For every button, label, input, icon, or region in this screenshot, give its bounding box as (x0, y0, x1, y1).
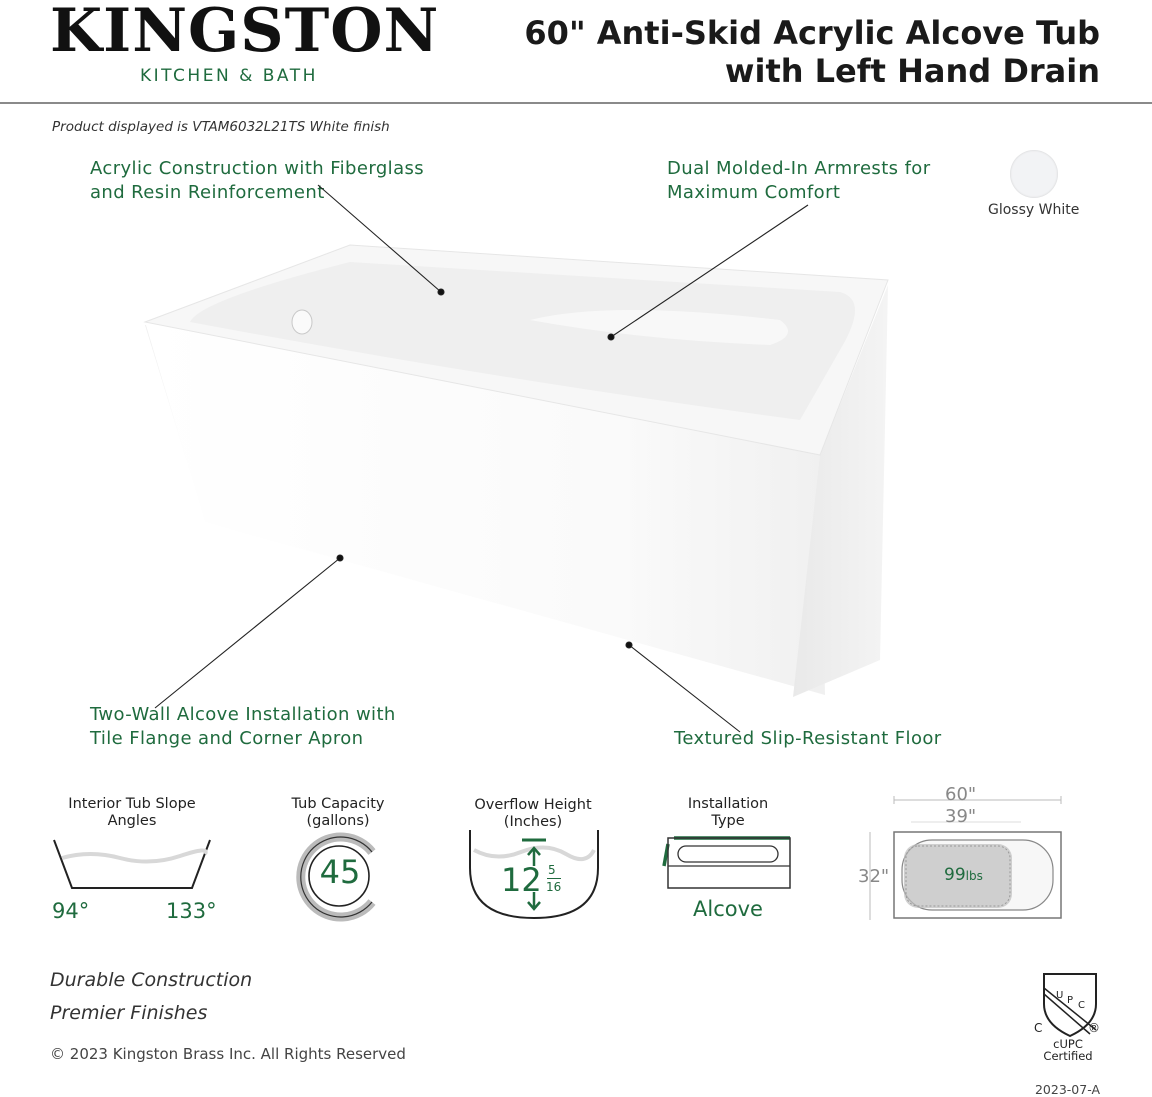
cupc-line-2: Certified (1043, 1049, 1093, 1063)
slope-angle-right: 133° (166, 899, 217, 923)
capacity-label-line-2: (gallons) (306, 813, 370, 829)
cupc-left-c: C (1034, 1021, 1043, 1035)
callout-acrylic-line-1: Acrylic Construction with Fiberglass (90, 158, 425, 179)
capacity-label-line-1: Tub Capacity (291, 796, 385, 812)
callout-armrests-line-2: Maximum Comfort (667, 182, 841, 203)
overflow-value-numerator: 5 (548, 863, 556, 877)
copyright-text: 2023 Kingston Brass Inc. All Rights Reserved (69, 1045, 406, 1063)
cupc-text (1036, 1038, 1100, 1062)
install-label (664, 796, 792, 830)
slope-label-line-2: Angles (107, 813, 157, 829)
overflow-drain (292, 310, 312, 334)
cupc-letter-u: U (1056, 990, 1064, 1001)
overflow-label (458, 797, 608, 831)
finish-label: Glossy White (988, 202, 1080, 218)
overflow-label-line-1: Overflow Height (474, 797, 592, 813)
install-label-line-1: Installation (687, 796, 769, 812)
feature-finishes: Premier Finishes (50, 1002, 208, 1024)
cupc-letter-p: P (1067, 995, 1074, 1006)
dim-interior-length: 39" (945, 806, 977, 827)
dim-weight-value: 99 (944, 865, 966, 885)
overflow-value-denominator: 16 (546, 880, 562, 894)
title-line-1: 60" Anti-Skid Acrylic Alcove Tub (524, 14, 1100, 52)
callout-alcove-line-2: Tile Flange and Corner Apron (90, 728, 364, 749)
dim-weight-unit: lbs (965, 869, 983, 883)
dim-width: 32" (858, 866, 890, 887)
callout-floor: Textured Slip-Resistant Floor (674, 728, 942, 749)
alcove-icon (660, 832, 796, 892)
brand-tagline: KITCHEN & BATH (140, 66, 318, 86)
callout-alcove-line-1: Two-Wall Alcove Installation with (90, 704, 396, 725)
copyright-icon: © (50, 1045, 65, 1063)
capacity-label (268, 796, 408, 830)
overflow-fraction-bar (547, 878, 561, 879)
callout-armrests-line-1: Dual Molded-In Armrests for (667, 158, 931, 179)
product-displayed-note: Product displayed is VTAM6032L21TS White finish (52, 119, 390, 135)
capacity-value: 45 (319, 853, 361, 891)
slope-label (52, 796, 212, 830)
slope-icon (50, 836, 220, 896)
dim-length: 60" (945, 784, 977, 805)
cupc-letter-c: C (1078, 1000, 1085, 1011)
title-line-2: with Left Hand Drain (724, 52, 1100, 90)
callout-acrylic-line-2: and Resin Reinforcement (90, 182, 325, 203)
install-type-value: Alcove (693, 897, 763, 921)
install-label-line-2: Type (711, 813, 745, 829)
overflow-value-whole: 12 (501, 861, 542, 899)
slope-label-line-1: Interior Tub Slope (68, 796, 196, 812)
cupc-line-1: cUPC (1053, 1037, 1083, 1051)
copyright (50, 1045, 406, 1063)
overflow-label-line-2: (Inches) (503, 814, 563, 830)
brand-logo: KINGSTON (50, 0, 440, 66)
revision-code: 2023-07-A (1034, 1082, 1100, 1097)
slope-angle-left: 94° (52, 899, 90, 923)
dim-weight (944, 865, 983, 885)
feature-durable: Durable Construction (50, 969, 253, 991)
cupc-registered: ® (1088, 1021, 1100, 1035)
